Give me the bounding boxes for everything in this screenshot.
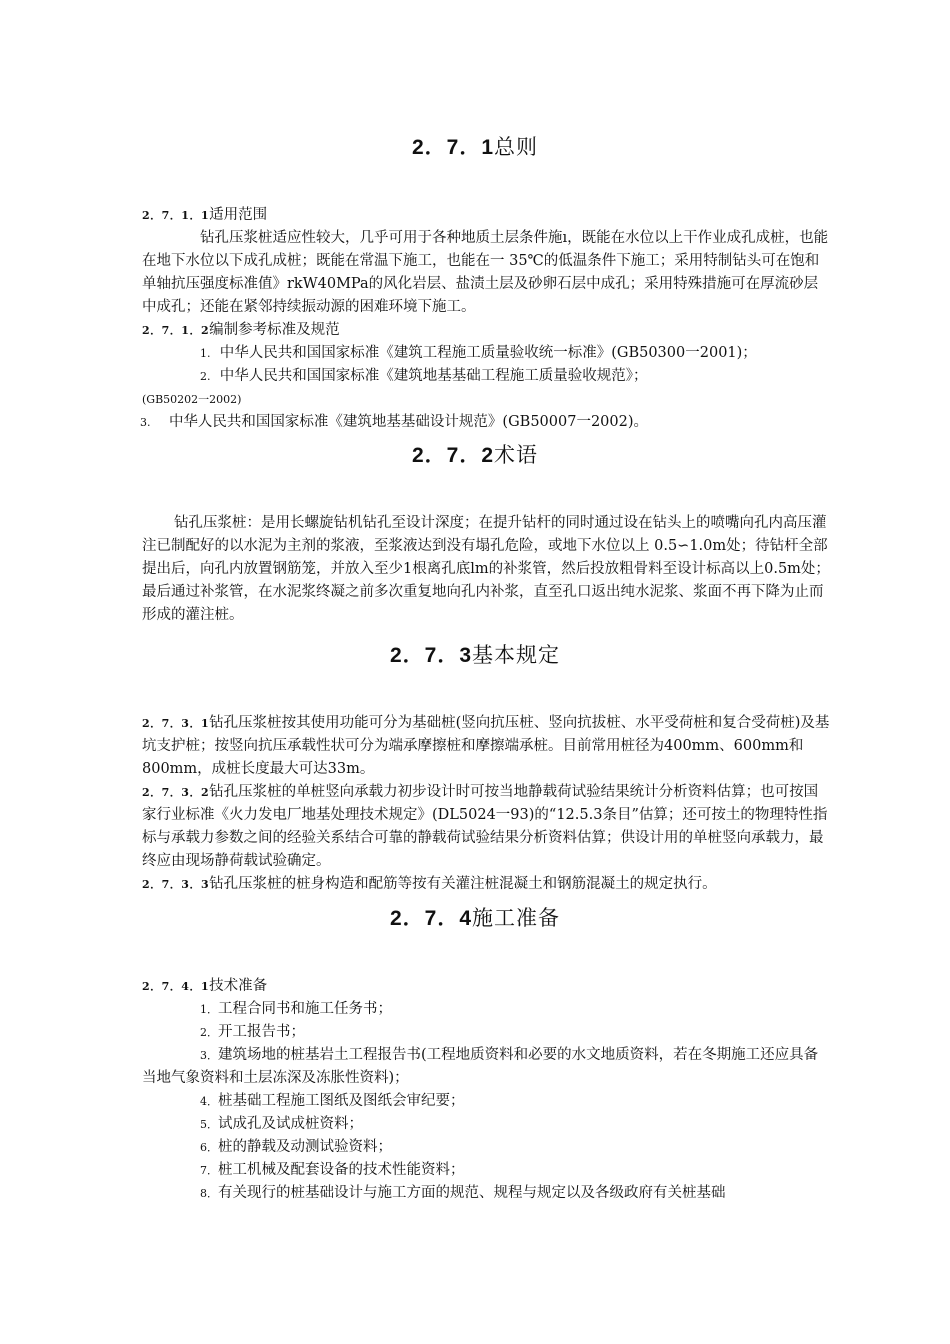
heading-number: 2．7．4 (389, 907, 473, 930)
list-number: 4． (200, 1095, 218, 1108)
list-number: 5． (200, 1118, 218, 1131)
rule-text: 钻孔压浆桩的桩身构造和配筋等按有关灌注桩混凝土和钢筋混凝土的规定执行。 (209, 876, 717, 892)
list-item (140, 411, 832, 434)
list-item (142, 1021, 832, 1044)
list-item (142, 388, 832, 411)
heading-number: 2．7．1 (411, 136, 495, 159)
section-heading-preparation (0, 902, 950, 932)
heading-number: 2．7．2 (411, 444, 495, 467)
subsection-label: 适用范围 (209, 207, 268, 223)
subsection-number: 2．7．4．1 (142, 980, 210, 993)
list-number: 1． (200, 1003, 218, 1016)
list-text: 桩的静载及动测试验资料； (218, 1139, 392, 1155)
rule-text: 钻孔压浆桩的单桩竖向承载力初步设计时可按当地静载荷试验结果统计分析资料估算；也可按国家行业标准《火力发电厂地基处理技术规定》(DL5024一93)的“12.5.3条目”估算；还可按土的物理特性指标与承载力参数之间的经验关系结合可靠的静载荷试验结果分析资料估算；供设计用的单桩竖向承载力，最终应由现场静荷载试验确定。 (142, 784, 828, 869)
section-heading-terms (0, 439, 950, 469)
list-number: 6． (200, 1141, 218, 1154)
list-text: 桩工机械及配套设备的技术性能资料； (218, 1162, 465, 1178)
list-text: 开工报告书； (218, 1024, 305, 1040)
heading-number: 2．7．3 (389, 644, 473, 667)
section-heading-general (0, 131, 950, 161)
list-item (142, 1090, 832, 1113)
list-text: 中华人民共和国国家标准《建筑地基基础设计规范》(GB50007一2002)。 (168, 414, 649, 430)
list-item (142, 1113, 832, 1136)
rule-item (142, 781, 832, 873)
section-heading-basic-rules (0, 639, 950, 669)
subsection-title (142, 975, 832, 998)
section-preparation-body (142, 975, 832, 1205)
section-basic-rules-body (142, 712, 832, 896)
list-text: 建筑场地的桩基岩土工程报告书(工程地质资料和必要的水文地质资料，若在冬期施工还应具备当地气象资料和土层冻深及冻胀性资料)； (142, 1047, 819, 1086)
list-item (142, 1136, 832, 1159)
subsection-number: 2．7．1．2 (142, 324, 210, 337)
section-general-body (142, 204, 832, 434)
list-number: 1. (200, 347, 211, 360)
list-text: 有关现行的桩基础设计与施工方面的规范、规程与规定以及各级政府有关桩基础 (218, 1185, 726, 1201)
list-text: 试成孔及试成桩资料； (218, 1116, 363, 1132)
subsection-title (142, 204, 832, 227)
list-text: 中华人民共和国国家标准《建筑工程施工质量验收统一标准》(GB50300一2001)； (219, 345, 757, 361)
heading-text: 术语 (494, 444, 539, 467)
list-number: 3． (200, 1049, 218, 1062)
rule-number: 2．7．3．2 (142, 786, 210, 799)
paragraph-definition: 钻孔压浆桩：是用长螺旋钻机钻孔至设计深度；在提升钻杆的同时通过设在钻头上的喷嘴向孔内高压灌注已制配好的以水泥为主剂的浆液，至浆液达到没有塌孔危险，或地下水位以上 0.5∽1.0m处；待钻杆全部提出后，向孔内放置钢筋笼，并放入至少1根离孔底lm的补浆管，然后投放粗骨料至设计标高以上0.5m处；最后通过补浆管，在水泥浆终凝之前多次重复地向孔内补浆，直至孔口返出纯水泥浆、浆面不再下降为止而形成的灌注桩。 (142, 515, 830, 623)
list-number: 2． (200, 1026, 218, 1039)
rule-number: 2．7．3．3 (142, 878, 210, 891)
paragraph-scope: 钻孔压浆桩适应性较大，几乎可用于各种地质土层条件施ı，既能在水位以上干作业成孔成桩，也能在地下水位以下成孔成桩；既能在常温下施工，也能在一 35℃的低温条件下施工；采用特制钻头可在饱和单轴抗压强度标准值》rkW40MPa的风化岩层、盐渍土层及砂卵石层中成孔；采用特殊措施可在厚流砂层中成孔；还能在紧邻持续振动源的困难环境下施工。 (142, 230, 829, 315)
list-item (142, 998, 832, 1021)
rule-number: 2．7．3．1 (142, 717, 210, 730)
list-item (142, 1044, 832, 1090)
heading-text: 总则 (494, 136, 539, 159)
heading-text: 施工准备 (472, 907, 561, 930)
list-text: (GB50202一2002) (142, 393, 242, 406)
subsection-label: 编制参考标准及规范 (209, 322, 340, 338)
list-number: 3. (140, 416, 151, 429)
subsection-title (142, 319, 832, 342)
list-item (142, 342, 832, 365)
list-number: 2. (200, 370, 211, 383)
list-item (142, 1159, 832, 1182)
list-text: 桩基础工程施工图纸及图纸会审纪要； (218, 1093, 465, 1109)
rule-text: 钻孔压浆桩按其使用功能可分为基础桩(竖向抗压桩、竖向抗拔桩、水平受荷桩和复合受荷桩)及基坑支护桩；按竖向抗压承载性状可分为端承摩擦桩和摩擦端承桩。目前常用桩径为400mm、600mm和800mm，成桩长度最大可达33m。 (142, 715, 830, 777)
subsection-number: 2．7．1．1 (142, 209, 210, 222)
list-item (142, 1182, 832, 1205)
list-text: 中华人民共和国国家标准《建筑地基基础工程施工质量验收规范》； (219, 368, 648, 384)
subsection-label: 技术准备 (209, 978, 268, 994)
list-number: 8． (200, 1187, 218, 1200)
list-text: 工程合同书和施工任务书； (218, 1001, 392, 1017)
rule-item (142, 873, 832, 896)
rule-item (142, 712, 832, 781)
list-item (142, 365, 832, 388)
list-number: 7． (200, 1164, 218, 1177)
heading-text: 基本规定 (472, 644, 561, 667)
section-terms-body (142, 512, 832, 627)
